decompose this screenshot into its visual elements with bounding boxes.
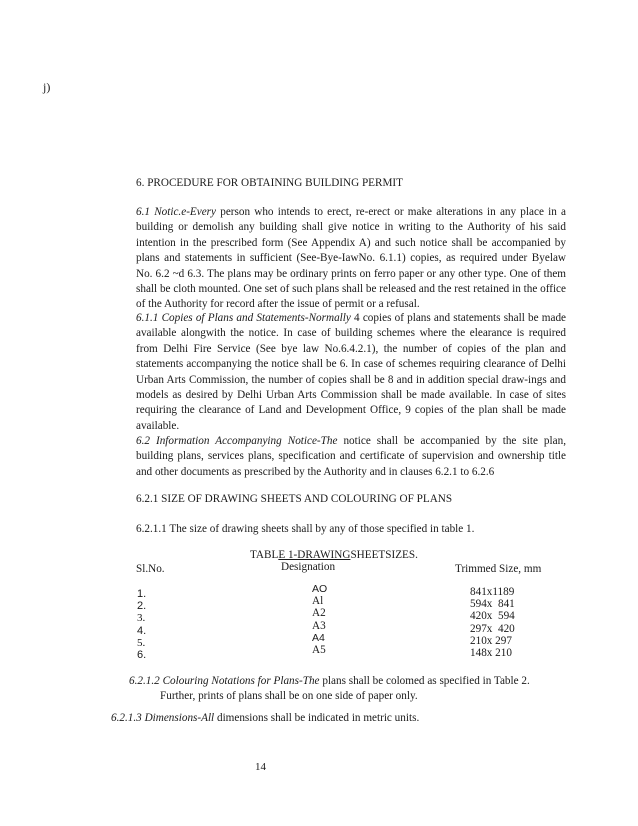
table-column-trimmed-size: [470, 586, 580, 659]
table-cell-slno: 6.: [137, 648, 147, 661]
table-cell-size: 841x1189: [470, 586, 515, 598]
table-title-pre: TABL: [250, 549, 279, 561]
paragraph-lead: 6.2.1.2 Colouring Notations for Plans-The: [129, 675, 320, 687]
table-cell-designation: A3: [312, 619, 326, 632]
table-cell-size: 148x 210: [470, 646, 512, 659]
paragraph-text: dimensions shall be indicated in metric units.: [214, 712, 420, 724]
table-cell-designation: A5: [312, 643, 326, 656]
corner-mark: j): [43, 80, 51, 94]
page-number: 14: [255, 761, 266, 773]
table-title-underlined: E 1-DRAWING: [278, 549, 351, 561]
paragraph-text: plans shall be colomed as specified in Table 2.: [319, 675, 530, 687]
paragraph-lead: 6.2 Information Accompanying Notice-The: [136, 435, 338, 447]
table-cell-designation: A4: [312, 631, 325, 644]
paragraph-text: person who intends to erect, re-erect or make alterations in any place in a building or demolish any building shall give notice in writing to the Authority of his said intention in the prescribed form (See Appendix A) and such notice shall be accompanied by plans and statements in sufficient (See-Bye-IawNo. 6.1.1) copies, as required under Byelaw No. 6.2 ~d 6.3. The plans may be ordinary prints on ferro paper or any other type. One of them shall be cloth mounted. One set of such plans shall be released and the rest retained in the office of the Authority for record after the issue of permit or a refusal.: [136, 206, 566, 311]
table-cell-size: 210x 297: [470, 634, 512, 647]
table-column-designation: [312, 583, 352, 656]
table-cell-designation: A2: [312, 607, 326, 620]
paragraph-6-2-1-3: [111, 711, 571, 726]
table-cell-designation: AO: [312, 583, 328, 595]
table-cell-size: 594x 841: [470, 598, 515, 611]
table-title-post: SHEETSIZES.: [350, 549, 418, 561]
table-cell-slno: 2.: [137, 600, 147, 613]
table-header-designation: Designation: [281, 561, 336, 573]
paragraph-text: notice shall be accompanied by the site plan, building plans, services plans, specification and certificate of supervision and ownership title and other documents as prescribed by the Authority and in clauses 6.2.1 to 6.2.6: [136, 435, 566, 478]
paragraph-line-2: Further, prints of plans shall be on one side of paper only.: [160, 690, 418, 703]
table-cell-slno: 3.: [137, 612, 146, 625]
paragraph-6-1: [136, 205, 566, 313]
table-column-slno: [137, 588, 167, 661]
section-heading: 6. PROCEDURE FOR OBTAINING BUILDING PERMIT: [136, 177, 403, 189]
paragraph-text: 4 copies of plans and statements shall be made available alongwith the notice. In case of building schemes where the elearance is required from Delhi Fire Service (See bye law No.6.4.2.1), the number of copies of the plan and statements accompanying the notice shall be 6. In case of schemes requiring clearance of Delhi Urban Arts Commission, the number of copies shall be 8 and in addition special draw-ings and models as desired by Delhi Urban Arts Commission shall be made available. In case of sites requiring the clearance of Land and Development Office, 9 copies of the plan shall be made available.: [136, 312, 566, 432]
paragraph-6-2-1-1: 6.2.1.1 The size of drawing sheets shall by any of those specified in table 1.: [136, 523, 475, 535]
table-cell-slno: 1.: [137, 588, 147, 600]
table-cell-designation: Al: [312, 595, 324, 608]
paragraph-6-2-1-2: [129, 674, 579, 705]
subsection-heading-6-2-1: 6.2.1 SIZE OF DRAWING SHEETS AND COLOURING OF PLANS: [136, 493, 453, 505]
table-header-slno: Sl.No.: [136, 563, 165, 575]
paragraph-6-1-1: [136, 311, 566, 434]
table-cell-size: 420x 594: [470, 610, 515, 623]
paragraph-lead: 6.1.1 Copies of Plans and Statements-Normally: [136, 312, 351, 324]
table-cell-slno: 4.: [137, 624, 147, 637]
table-cell-size: 297x 420: [470, 622, 515, 635]
paragraph-6-2: [136, 434, 566, 480]
paragraph-lead: 6.2.1.3 Dimensions-All: [111, 712, 215, 724]
table-cell-slno: 5.: [137, 636, 146, 649]
table-header-trimmed-size: Trimmed Size, mm: [455, 563, 542, 575]
paragraph-lead: 6.1 Notic.e-Every: [136, 206, 217, 218]
